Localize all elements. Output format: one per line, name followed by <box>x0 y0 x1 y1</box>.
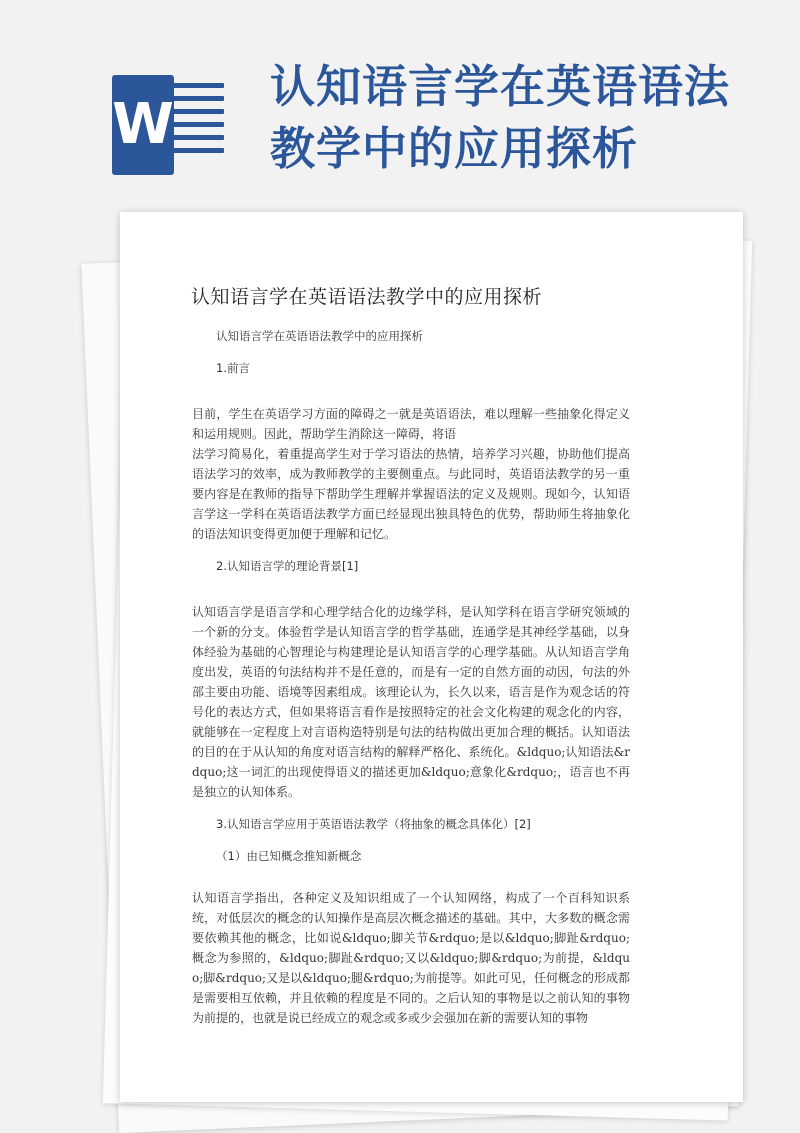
word-document-icon <box>112 75 224 175</box>
section-3-heading: 3.认知语言学应用于英语语法教学（将抽象的概念具体化）[2] <box>216 817 531 831</box>
section-3-subheading-1: （1）由已知概念推知新概念 <box>216 849 362 863</box>
word-icon-badge: W <box>112 75 174 175</box>
section-1-paragraph-1: 目前，学生在英语学习方面的障碍之一就是英语语法，难以理解一些抽象化得定义和运用规则。因此，帮助学生消除这一障碍，将语 <box>192 407 630 441</box>
section-1-heading: 1.前言 <box>216 361 250 375</box>
banner-title-line-1: 认知语言学在英语语法 <box>270 60 731 113</box>
document-body <box>192 326 630 1028</box>
document-subtitle: 认知语言学在英语语法教学中的应用探析 <box>216 329 423 343</box>
document-title: 认知语言学在英语语法教学中的应用探析 <box>191 286 543 308</box>
document-page <box>120 212 743 1102</box>
banner-title-line-2: 教学中的应用探析 <box>270 122 639 175</box>
section-3-paragraph: 认知语言学指出，各种定义及知识组成了一个认知网络，构成了一个百科知识系统，对低层次的概念的认知操作是高层次概念描述的基础。其中，大多数的概念需要依赖其他的概念，比如说&ldquo;脚关节&rdquo;是以&ldquo;脚趾&rdquo;概念为参照的，&ldquo;脚趾&rdquo;又以&ldquo;脚&rdquo;为前提，&ldquo;脚&rdquo;又是以&ldquo;腿&rdquo;为前提等。如此可见，任何概念的形成都是需要相互依赖，并且依赖的程度是不同的。之后认知的事物是以之前认知的事物为前提的，也就是说已经成立的观念或多或少会强加在新的需要认知的事物 <box>192 891 630 1025</box>
banner-title <box>270 56 785 180</box>
header-banner <box>0 0 800 215</box>
section-1-paragraph-2: 法学习简易化，着重提高学生对于学习语法的热情，培养学习兴趣，协助他们提高语法学习的效率，成为教师教学的主要侧重点。与此同时，英语语法教学的另一重要内容是在教师的指导下帮助学生理解并掌握语法的定义及规则。现如今，认知语言学这一学科在英语语法教学方面已经显现出独具特色的优势，帮助师生将抽象化的语法知识变得更加便于理解和记忆。 <box>192 447 630 541</box>
section-2-paragraph: 认知语言学是语言学和心理学结合化的边缘学科，是认知学科在语言学研究领域的一个新的分支。体验哲学是认知语言学的哲学基础，连通学是其神经学基础，以身体经验为基础的心智理论与构建理论是认知语言学的心理学基础。从认知语言学角度出发，英语的句法结构并不是任意的，而是有一定的自然方面的动因，句法的外部主要由功能、语境等因素组成。该理论认为，长久以来，语言是作为观念话的符号化的表达方式，但如果将语言看作是按照特定的社会文化构建的观念化的内容，就能够在一定程度上对言语构造特别是句法的结构做出更加合理的概括。认知语法的目的在于从认知的角度对语言结构的解释严格化、系统化。&ldquo;认知语法&rdquo;这一词汇的出现使得语义的描述更加&ldquo;意象化&rdquo;，语言也不再是独立的认知体系。 <box>192 605 630 799</box>
section-2-heading: 2.认知语言学的理论背景[1] <box>216 559 359 573</box>
